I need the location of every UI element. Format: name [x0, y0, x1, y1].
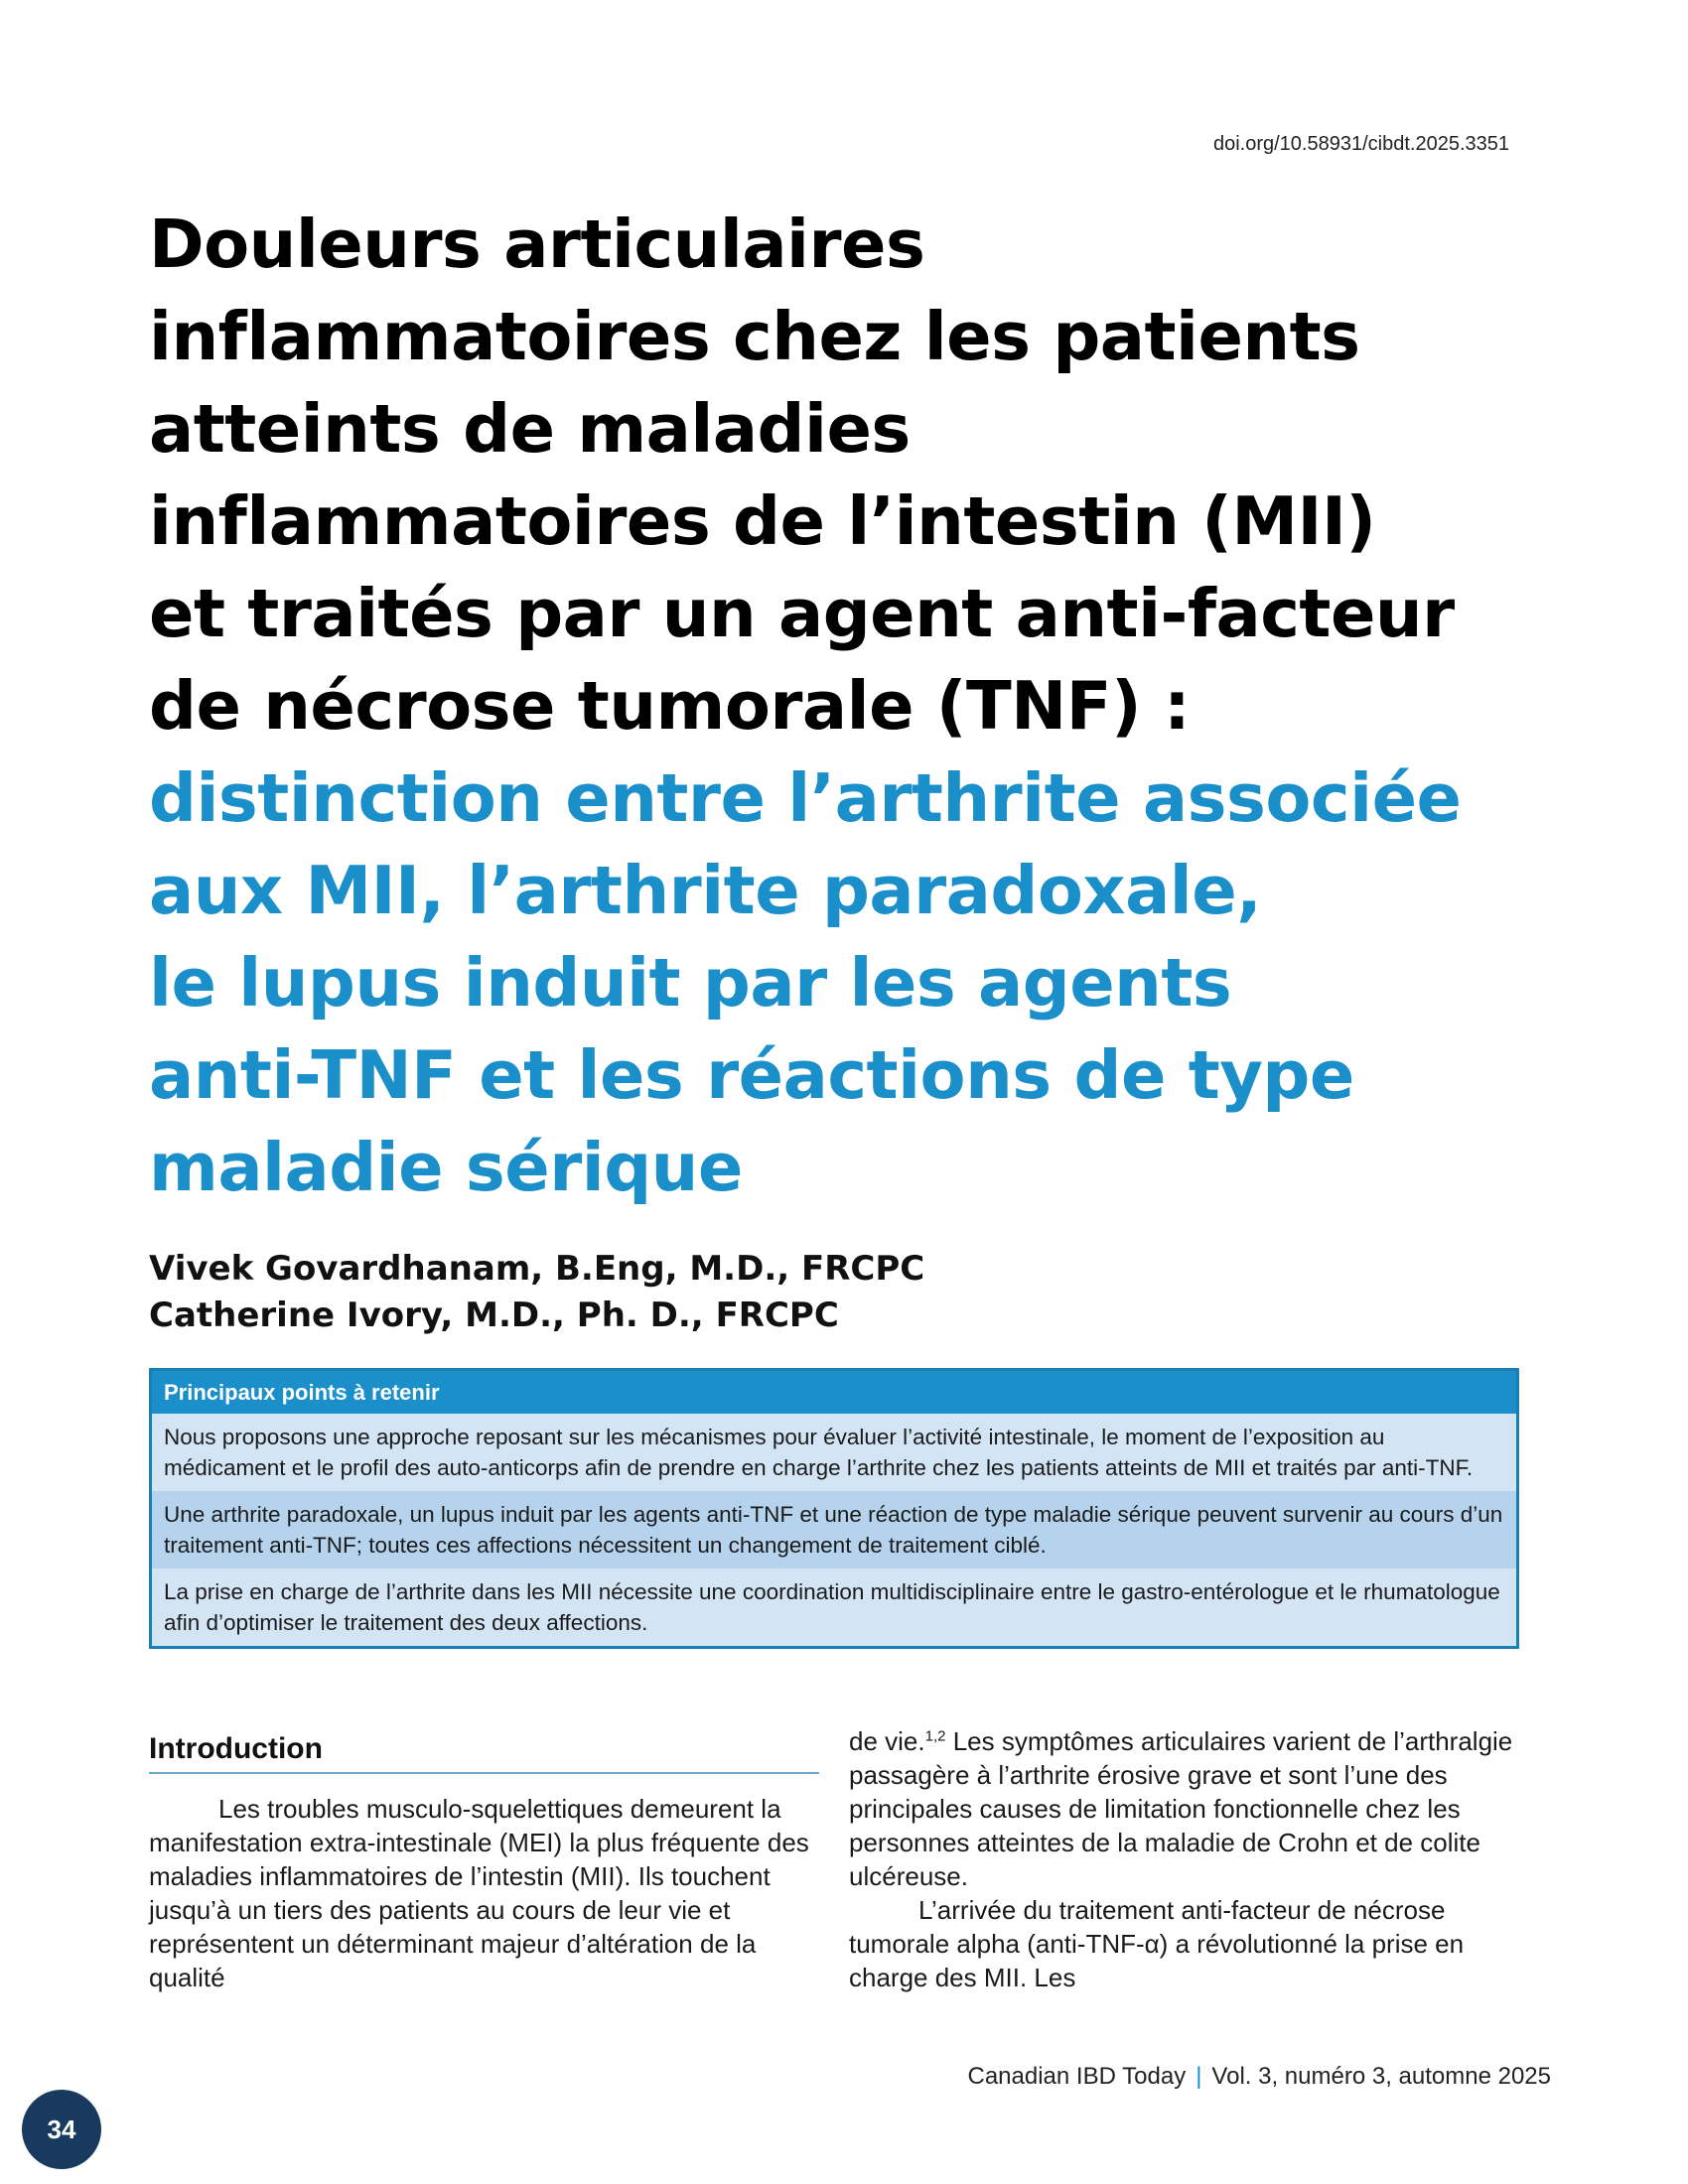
paragraph-text: L’arrivée du traitement anti-facteur de nécrose tumorale alpha (anti-TNF-α) a révolutionné la prise en charge des MII. Les	[849, 1895, 1465, 1992]
title-line: inflammatoires de l’intestin (MII)	[149, 482, 1376, 560]
body-paragraph	[149, 1792, 819, 1994]
key-point-item: Une arthrite paradoxale, un lupus induit par les agents anti-TNF et une réaction de type maladie sérique peuvent survenir au cours d’un traitement anti-TNF; toutes ces affections nécessitent un changement de traitement ciblé.	[152, 1491, 1516, 1569]
citation-ref[interactable]: 1,2	[924, 1727, 946, 1745]
paragraph-fragment: de vie.	[849, 1726, 925, 1756]
paragraph-fragment: Les symptômes articulaires varient de l’arthralgie passagère à l’arthrite érosive grave et sont l’une des principales causes de limitation fonctionnelle chez les personnes atteintes de la maladie de Crohn et de colite ulcéreuse.	[849, 1726, 1513, 1891]
title-line: atteints de maladies	[149, 390, 911, 468]
author-name: Catherine Ivory, M.D., Ph. D., FRCPC	[149, 1296, 839, 1335]
key-point-item: Nous proposons une approche reposant sur les mécanismes pour évaluer l’activité intestinale, le moment de l’exposition au médicament et le profil des auto-anticorps afin de prendre en charge l’arthrite chez les patients atteints de MII et traités par anti-TNF.	[164, 1425, 1474, 1480]
body-paragraph	[849, 1893, 1524, 1994]
section-heading-introduction: Introduction	[149, 1732, 819, 1774]
subtitle-line: distinction entre l’arthrite associée	[149, 759, 1462, 837]
title-line: et traités par un agent anti-facteur	[149, 575, 1455, 652]
issue-info: Vol. 3, numéro 3, automne 2025	[1211, 2063, 1551, 2090]
doi-link[interactable]: doi.org/10.58931/cibdt.2025.3351	[1212, 133, 1509, 155]
title-line: de nécrose tumorale (TNF) :	[149, 667, 1191, 745]
author-list	[149, 1246, 924, 1339]
body-columns	[149, 1726, 1559, 2020]
subtitle-line: aux MII, l’arthrite paradoxale,	[149, 852, 1262, 929]
body-paragraph	[849, 1724, 1524, 1893]
subtitle-line: anti-TNF et les réactions de type	[149, 1036, 1354, 1114]
author-name: Vivek Govardhanam, B.Eng, M.D., FRCPC	[149, 1249, 925, 1289]
key-point-item: La prise en charge de l’arthrite dans les MII nécessite une coordination multidisciplinaire entre le gastro-entérologue et le rhumatologue afin d’optimiser le traitement des deux affections.	[164, 1579, 1500, 1635]
article-title-block	[149, 199, 1519, 1214]
key-points-header: Principaux points à retenir	[152, 1371, 1516, 1414]
key-points-box	[149, 1368, 1519, 1649]
footer-separator: |	[1196, 2063, 1202, 2090]
subtitle-line: maladie sérique	[149, 1129, 743, 1206]
paragraph-text: Les troubles musculo-squelettiques demeurent la manifestation extra-intestinale (MEI) la plus fréquente des maladies inflammatoires de l’intestin (MII). Ils touchent jusqu’à un tiers des patients au cours de leur vie et représentent un déterminant majeur d’altération de la qualité	[149, 1794, 809, 1992]
paragraph-text	[849, 1724, 1524, 1893]
journal-name: Canadian IBD Today	[967, 2063, 1187, 2090]
title-line: Douleurs articulaires	[149, 205, 925, 283]
subtitle-line: le lupus induit par les agents	[149, 944, 1232, 1022]
left-column	[149, 1732, 819, 1994]
title-line: inflammatoires chez les patients	[149, 298, 1360, 375]
right-column	[849, 1724, 1524, 1994]
page-footer	[967, 2063, 1551, 2091]
page-number-badge: 34	[22, 2090, 101, 2169]
